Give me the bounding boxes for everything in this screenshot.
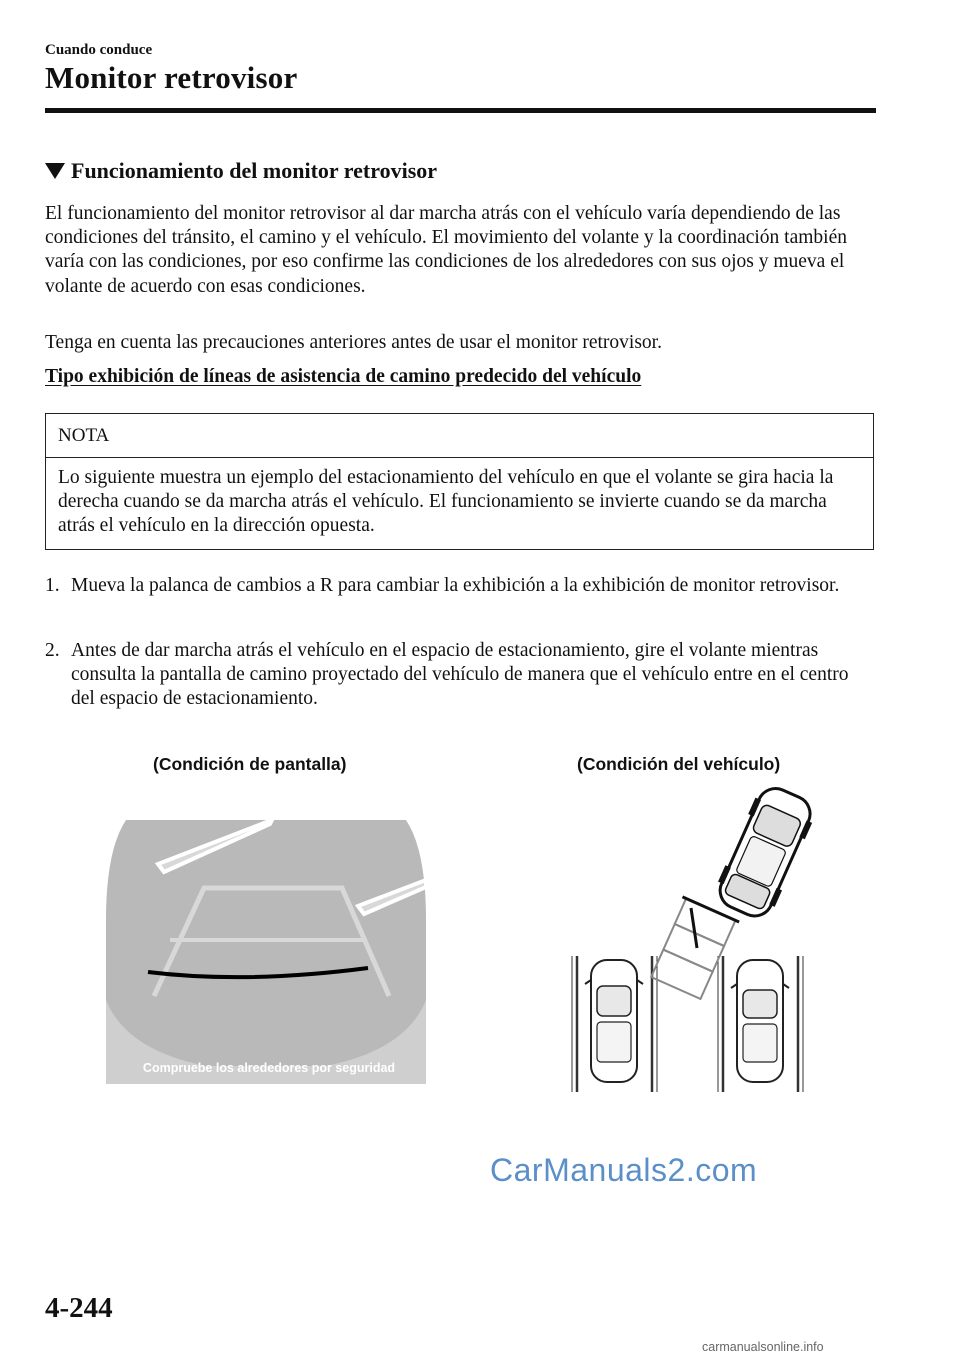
subheading: Tipo exhibición de líneas de asistencia de camino predecido del vehículo <box>45 366 642 387</box>
parked-car-left <box>585 960 643 1082</box>
watermark: CarManuals2.com <box>490 1152 758 1188</box>
reversing-car <box>711 781 815 923</box>
page-title: Monitor retrovisor <box>45 60 298 95</box>
vehicle-caption: (Condición del vehículo) <box>577 754 781 774</box>
guide-marker <box>691 908 697 948</box>
note-label: NOTA <box>58 425 110 446</box>
precaution-paragraph: Tenga en cuenta las precauciones anteriores antes de usar el monitor retrovisor. <box>45 332 662 353</box>
screen-caption: (Condición de pantalla) <box>153 754 347 774</box>
footer-site: carmanualsonline.info <box>702 1340 824 1354</box>
section-heading <box>45 158 437 184</box>
title-rule <box>45 108 876 113</box>
section-label: Cuando conduce <box>45 42 153 58</box>
monitor-screen-bg <box>106 820 426 1084</box>
step-number: 2. <box>45 640 60 661</box>
note-box <box>45 413 874 550</box>
screen-safety-message: Compruebe los alrededores por seguridad <box>142 1061 396 1075</box>
step-number: 1. <box>45 575 60 596</box>
triangle-down-icon <box>45 163 65 179</box>
projected-path-guides <box>647 897 739 1001</box>
parking-vehicle-illustration <box>555 780 815 1100</box>
section-heading-text: Funcionamiento del monitor retrovisor <box>71 158 438 183</box>
step-item <box>45 574 875 598</box>
intro-paragraph: El funcionamiento del monitor retrovisor al dar marcha atrás con el vehículo varía dependiendo de las condiciones del tránsito, el camino y el vehículo. El movimiento del volante y la coordinación también varía con las condiciones, por eso confirme las condiciones de los alrededores con sus ojos y mueva el volante de acuerdo con esas condiciones. <box>45 203 847 297</box>
step-text: Mueva la palanca de cambios a R para cambiar la exhibición a la exhibición de monitor retrovisor. <box>71 575 840 596</box>
note-text: Lo siguiente muestra un ejemplo del estacionamiento del vehículo en que el volante se gira hacia la derecha cuando se da marcha atrás el vehículo. El funcionamiento se invierte cuando se da marcha atrás el vehículo en la dirección opuesta. <box>58 467 834 537</box>
parked-car-right <box>731 960 789 1082</box>
step-item <box>45 639 875 712</box>
monitor-screen-illustration <box>106 800 428 1088</box>
step-text: Antes de dar marcha atrás el vehículo en el espacio de estacionamiento, gire el volante mientras consulta la pantalla de camino proyectado del vehículo de manera que el vehículo entre en el centro del espacio de estacionamiento. <box>71 640 849 710</box>
note-header <box>46 414 873 458</box>
page-number: 4-244 <box>45 1292 113 1324</box>
